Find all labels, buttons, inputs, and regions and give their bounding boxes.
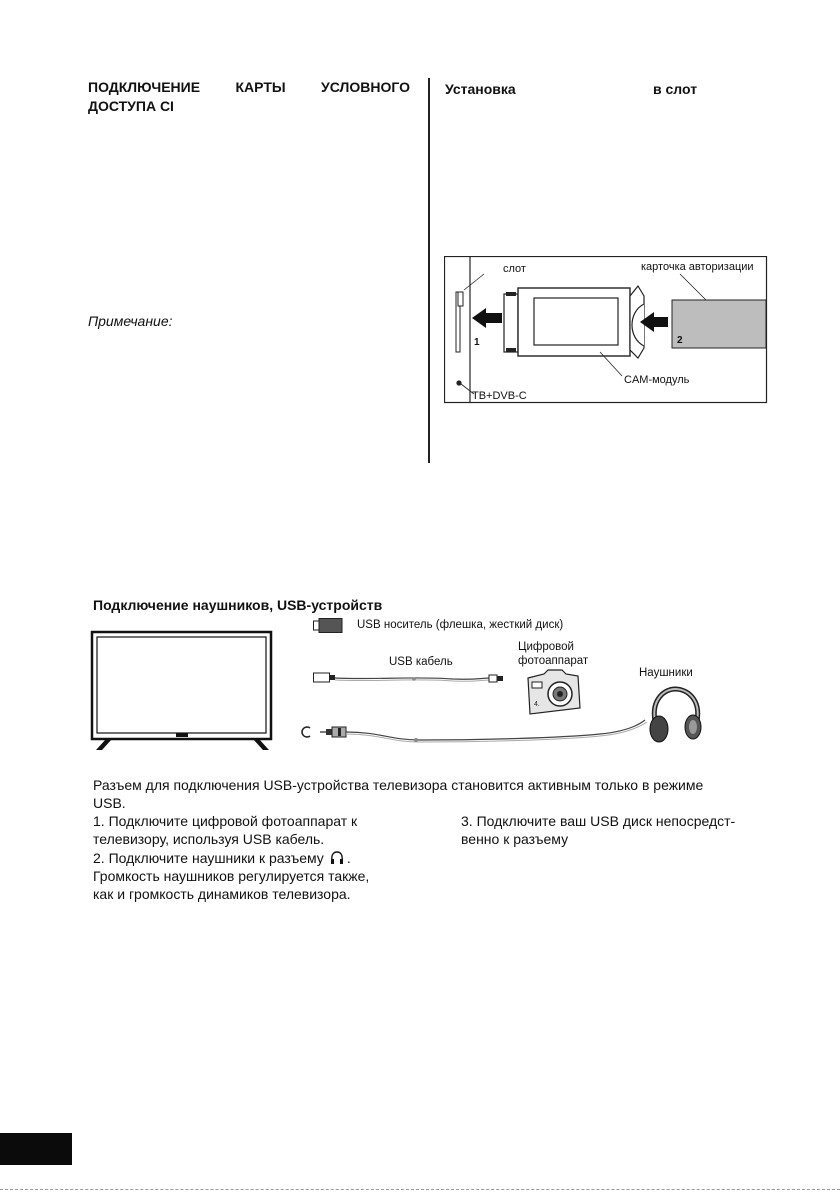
install-section-heading <box>445 81 705 99</box>
usb-step-1-line2: телевизору, используя USB кабель. <box>93 831 325 847</box>
usb-step-3-line1: 3. Подключите ваш USB диск непосредст- <box>461 813 736 829</box>
headphone-jack-icon <box>302 727 310 737</box>
install-heading-left: Установка <box>445 81 516 97</box>
digital-camera-icon <box>522 668 584 716</box>
camera-label-line2: фотоаппарат <box>518 655 589 667</box>
headphone-cable-icon <box>300 718 658 748</box>
usb-step-1-line1: 1. Подключите цифровой фотоаппарат к <box>93 813 358 829</box>
usb-cable-label: USB кабель <box>389 656 453 668</box>
cam-heading-word-1: ПОДКЛЮЧЕНИЕ <box>88 79 201 95</box>
camera-label-line1: Цифровой <box>518 641 574 653</box>
usb-storage-label: USB носитель (флешка, жесткий диск) <box>357 619 564 631</box>
usb-intro-line1: Разъем для подключения USB-устройства телевизора становится активным только в режиме <box>93 777 704 793</box>
cam-heading-line1 <box>88 79 410 95</box>
usb-intro-text <box>93 776 813 812</box>
note-label: Примечание: <box>88 313 173 329</box>
usb-cable-icon <box>313 670 505 690</box>
usb-step-2-line2: Громкость наушников регулируется также, <box>93 868 370 884</box>
bottom-dashed-line <box>0 1189 840 1190</box>
usb-step-3-line2: венно к разъему <box>461 831 569 847</box>
cam-heading-word-3: УСЛОВНОГО <box>321 79 410 95</box>
cam-heading-line2: ДОСТУПА CI <box>88 98 174 114</box>
cam-heading-word-2: КАРТЫ <box>235 79 286 95</box>
install-heading-right: в слот <box>653 81 698 97</box>
headphone-symbol-icon <box>330 851 344 865</box>
usb-section-heading: Подключение наушников, USB-устройств <box>93 597 383 613</box>
authorization-card <box>672 300 766 348</box>
usb-step-2-line1-text: 2. Подключите наушники к разъему <box>93 850 324 866</box>
usb-step-2-line1: 2. Подключите наушники к разъему . <box>93 850 351 866</box>
usb-step-1 <box>93 812 357 848</box>
cam-module-label: CAM-модуль <box>624 374 690 386</box>
step-2-label: 2 <box>677 335 683 346</box>
cam-section-heading <box>88 79 410 114</box>
tv-illustration <box>90 630 276 750</box>
page-marker-block <box>0 1133 72 1165</box>
slot-label: слот <box>503 263 526 275</box>
usb-step-2 <box>93 849 369 903</box>
tv-label: ТВ+DVB-C <box>472 390 527 402</box>
cam-insertion-diagram <box>444 256 768 404</box>
svg-text:4.: 4. <box>534 701 540 708</box>
tv-foot-left <box>96 739 112 750</box>
usb-intro-line2: USB. <box>93 795 126 811</box>
usb-step-2-line3: как и громкость динамиков телевизора. <box>93 886 351 902</box>
headphones-label: Наушники <box>639 667 693 679</box>
cam-module <box>504 286 644 358</box>
camera-label <box>518 640 588 668</box>
step-1-label: 1 <box>474 337 480 348</box>
tv-port-dot <box>456 380 461 385</box>
column-divider <box>428 78 430 463</box>
card-label: карточка авторизации <box>641 261 754 273</box>
tv-foot-right <box>253 739 269 750</box>
usb-step-3 <box>461 812 735 848</box>
usb-flash-icon <box>313 618 343 633</box>
slot-indicator <box>458 292 463 306</box>
